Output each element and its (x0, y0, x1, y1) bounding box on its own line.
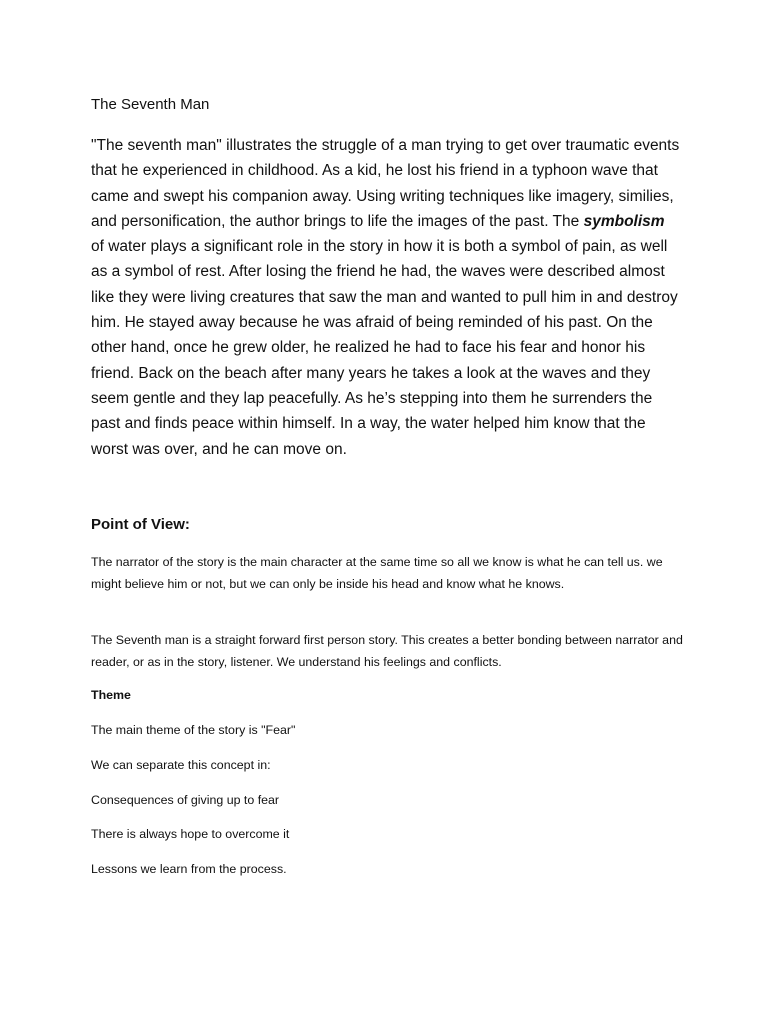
point-of-view-heading: Point of View: (91, 516, 190, 533)
document-title: The Seventh Man (91, 96, 210, 113)
symbolism-emphasis: symbolism (583, 212, 665, 230)
intro-text-part-1: "The seventh man" illustrates the struggle of a man trying to get over traumatic events that he experienced in childhood. As a kid, he lost his friend in a typhoon wave that came and swept his companion away. Using writing techniques like imagery, similies, and personification, the author brings to life the images of the past. The (91, 137, 680, 230)
point-of-view-paragraph-1: The narrator of the story is the main character at the same time so all we know is what he can tell us. we might believe him or not, but we can only be inside his head and know what he knows. (91, 555, 663, 591)
intro-paragraph (91, 133, 681, 462)
point-of-view-paragraph-2: The Seventh man is a straight forward first person story. This creates a better bonding between narrator and reader, or as in the story, listener. We understand his feelings and conflicts. (91, 633, 683, 669)
theme-point-3: Lessons we learn from the process. (91, 862, 287, 876)
theme-heading: Theme (91, 688, 131, 702)
theme-point-2: There is always hope to overcome it (91, 827, 290, 841)
theme-concept-intro: We can separate this concept in: (91, 758, 271, 772)
theme-main-statement: The main theme of the story is "Fear" (91, 723, 296, 737)
intro-text-part-2: of water plays a significant role in the story in how it is both a symbol of pain, as well as a symbol of rest. After losing the friend he had, the waves were described almost like they were living creatures that saw the man and wanted to pull him in and destroy him. He stayed away because he was afraid of being reminded of his past. On the other hand, once he grew older, he realized he had to face his fear and honor his friend. Back on the beach after many years he takes a look at the waves and they seem gentle and they lap peacefully. As he’s stepping into them he surrenders the past and finds peace within himself. In a way, the water helped him know that the worst was over, and he can move on. (91, 238, 678, 458)
theme-point-1: Consequences of giving up to fear (91, 793, 280, 807)
